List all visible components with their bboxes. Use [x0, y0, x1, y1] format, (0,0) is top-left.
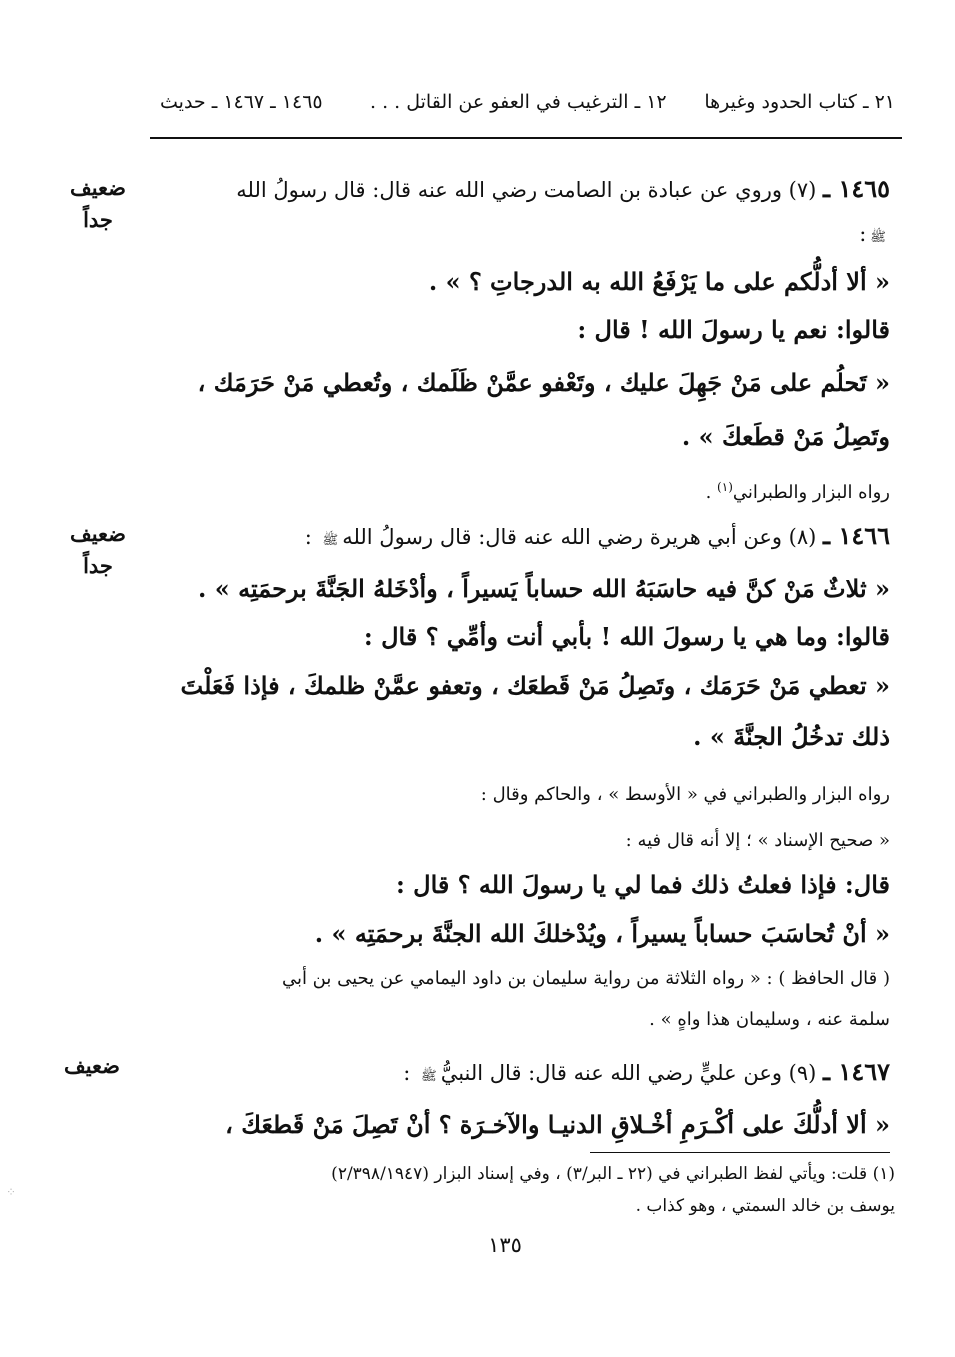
colon: :	[403, 1061, 417, 1085]
hadith-number: ١٤٦٥ ـ	[823, 174, 890, 203]
hadith-text-line: « ثلاثٌ مَنْ كنَّ فيه حاسَبَهُ الله حساباً يَسيراً ، وأدْخَلهُ الجَنَّةَ برحمَتِه » .	[198, 574, 890, 603]
hadith-source	[155, 462, 890, 518]
hadith-chain: (٨) وعن أبي هريرة رضي الله عنه قال: قال رسولُ الله	[342, 525, 817, 549]
source-text: رواه البزار والطبراني	[732, 482, 890, 503]
hadith-text-line: « ألا أدلُّكَ على أكْـرَمِ أخْـلاقِ الدنيـا والآخـرَة ؟ أنْ تَصِلَ مَنْ قَطعَكَ ،	[225, 1110, 890, 1139]
grade-label-1467	[52, 1050, 132, 1082]
hadith-1465	[155, 165, 890, 518]
hadith-intro	[155, 165, 890, 214]
hadith-intro	[155, 1048, 890, 1101]
hadith-text-line: « تعطي مَنْ حَرَمَك ، وتَصِلُ مَنْ قَطعَك ، وتعفو عمَّنْ ظلمكَ ، فإذا فَعَلْتَ	[180, 671, 890, 700]
hadith-text-line: قالوا: نعم يا رسولَ الله ! قال :	[577, 315, 890, 344]
hafiz-comment: ( قال الحافظ ) : « رواه الثلاثة من رواية سليمان بن داود اليمامي عن يحيى بن أبي	[281, 968, 890, 989]
hadith-text-line: « ألا أدلُّكم على ما يَرْفَعُ الله به الدرجاتِ ؟ » .	[428, 267, 890, 296]
salutation-icon: ﷺ	[420, 1069, 437, 1084]
hadith-text-line: « أنْ تُحاسَبَ حساباً يسيراً ، ويُدْخلكَ الله الجنَّةَ برحمَتِه » .	[314, 919, 890, 948]
hadith-source-cont: « صحيح الإسناد » ؛ إلا أنه قال فيه :	[625, 830, 890, 851]
colon: :	[859, 222, 867, 246]
grade-word: ضعيف	[69, 521, 127, 546]
hadith-intro	[155, 512, 890, 565]
source-end: .	[705, 482, 718, 503]
scan-speck-icon: ⁘	[6, 1185, 17, 1199]
header-divider	[150, 137, 902, 139]
hadith-chain: (٩) وعن عليٍّ رضي الله عنه قال: قال النبيُّ	[440, 1061, 817, 1085]
hadith-number: ١٤٦٧ ـ	[823, 1057, 890, 1086]
hadith-chain: (٧) وروي عن عبادة بن الصامت رضي الله عنه قال: قال رسولُ الله	[236, 178, 817, 202]
header-book-title: ٢١ ـ كتاب الحدود وغيرها	[704, 91, 895, 113]
hadith-intro-cont	[155, 214, 890, 258]
grade-qualifier: جداً	[83, 553, 113, 578]
grade-label-1466	[58, 518, 138, 582]
hadith-text-line: « تَحلُم على مَنْ جَهِلَ عليك ، وتَعْفو عمَّنْ ظَلَمك ، وتُعطي مَنْ حَرَمَك ،	[197, 368, 890, 397]
hafiz-comment-cont: سلمة عنه ، وسليمان هذا واهٍ » .	[649, 1009, 890, 1030]
grade-label-1465	[58, 172, 138, 236]
hadith-text-line: ذلك تدخُلُ الجنَّةَ » .	[693, 722, 890, 751]
hadith-text-line: وتَصِلُ مَنْ قطَعكَ » .	[681, 422, 890, 451]
header-chapter-title: ١٢ ـ الترغيب في العفو عن القاتل . . .	[370, 91, 667, 113]
salutation-icon: ﷺ	[322, 533, 339, 548]
hadith-text-line: قال: فإذا فعلتُ ذلك فما لي يا رسولَ الله ؟ قال :	[395, 870, 890, 899]
hadith-source: رواه البزار والطبراني في « الأوسط » ، والحاكم وقال :	[480, 784, 890, 805]
grade-qualifier: جداً	[83, 207, 113, 232]
hadith-number: ١٤٦٦ ـ	[823, 521, 890, 550]
hadith-1466	[155, 512, 890, 1041]
footnote-divider	[590, 1152, 890, 1153]
salutation-icon: ﷺ	[870, 230, 886, 245]
page-number: ١٣٥	[488, 1233, 522, 1257]
grade-word: ضعيف	[69, 175, 127, 200]
grade-word: ضعيف	[63, 1053, 121, 1078]
hadith-1467	[155, 1048, 890, 1149]
footnote-ref: (١)	[717, 480, 733, 494]
footnote-line: يوسف بن خالد السمتي ، وهو كذاب .	[635, 1196, 895, 1216]
footnote	[160, 1158, 895, 1222]
header-hadith-range: ١٤٦٥ ـ ١٤٦٧ ـ حديث	[160, 91, 323, 113]
footnote-line: (١) قلت: ويأتي لفظ الطبراني في (٢٢ ـ البر/٣) ، وفي إسناد البزار (٢/٣٩٨/١٩٤٧)	[331, 1164, 895, 1184]
colon: :	[304, 525, 319, 549]
hadith-text-line: قالوا: وما هي يا رسولَ الله ! بأبي أنت وأمِّي ؟ قال :	[363, 622, 890, 651]
